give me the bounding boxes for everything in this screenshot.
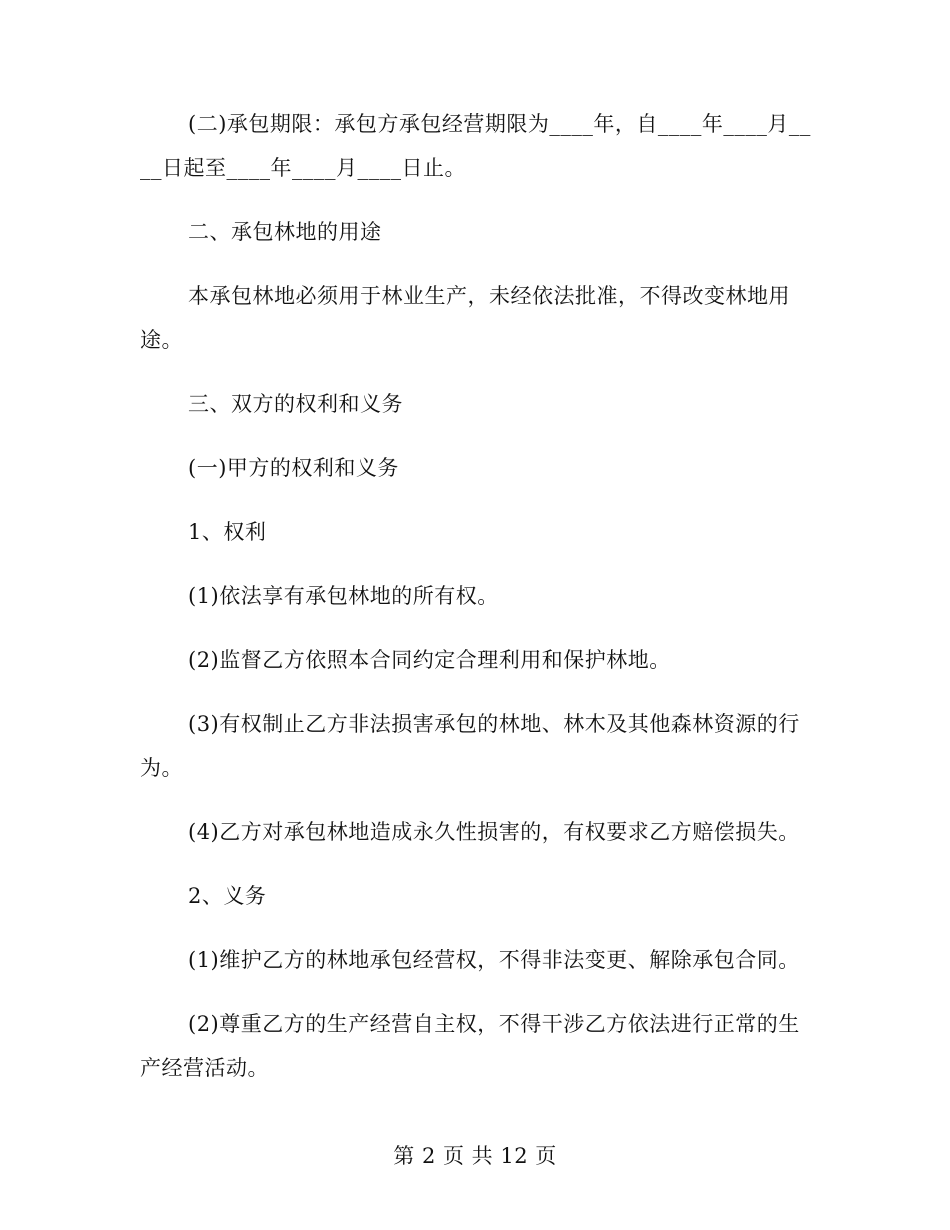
document-body bbox=[140, 102, 820, 1110]
list-item-right-2: (2)监督乙方依照本合同约定合理利用和保护林地。 bbox=[188, 648, 671, 672]
list-item-obligation-1: (1)维护乙方的林地承包经营权，不得非法变更、解除承包合同。 bbox=[188, 948, 800, 972]
subheading-obligations: 2、义务 bbox=[188, 884, 267, 908]
subheading-rights: 1、权利 bbox=[188, 520, 267, 544]
paragraph-contract-term: (二)承包期限：承包方承包经营期限为____年，自____年____月____日起至____年____月____日止。 bbox=[140, 112, 811, 180]
subheading-party-a: (一)甲方的权利和义务 bbox=[188, 456, 399, 480]
paragraph-land-use: 本承包林地必须用于林业生产，未经依法批准，不得改变林地用途。 bbox=[140, 284, 790, 352]
heading-land-use: 二、承包林地的用途 bbox=[188, 220, 382, 244]
list-item-right-1: (1)依法享有承包林地的所有权。 bbox=[188, 584, 499, 608]
page-number-footer: 第 2 页 共 12 页 bbox=[393, 1144, 557, 1168]
heading-rights-obligations: 三、双方的权利和义务 bbox=[188, 392, 403, 416]
list-item-obligation-2: (2)尊重乙方的生产经营自主权，不得干涉乙方依法进行正常的生产经营活动。 bbox=[140, 1012, 800, 1080]
list-item-right-4: (4)乙方对承包林地造成永久性损害的，有权要求乙方赔偿损失。 bbox=[188, 820, 800, 844]
list-item-right-3: (3)有权制止乙方非法损害承包的林地、林木及其他森林资源的行为。 bbox=[140, 712, 800, 780]
